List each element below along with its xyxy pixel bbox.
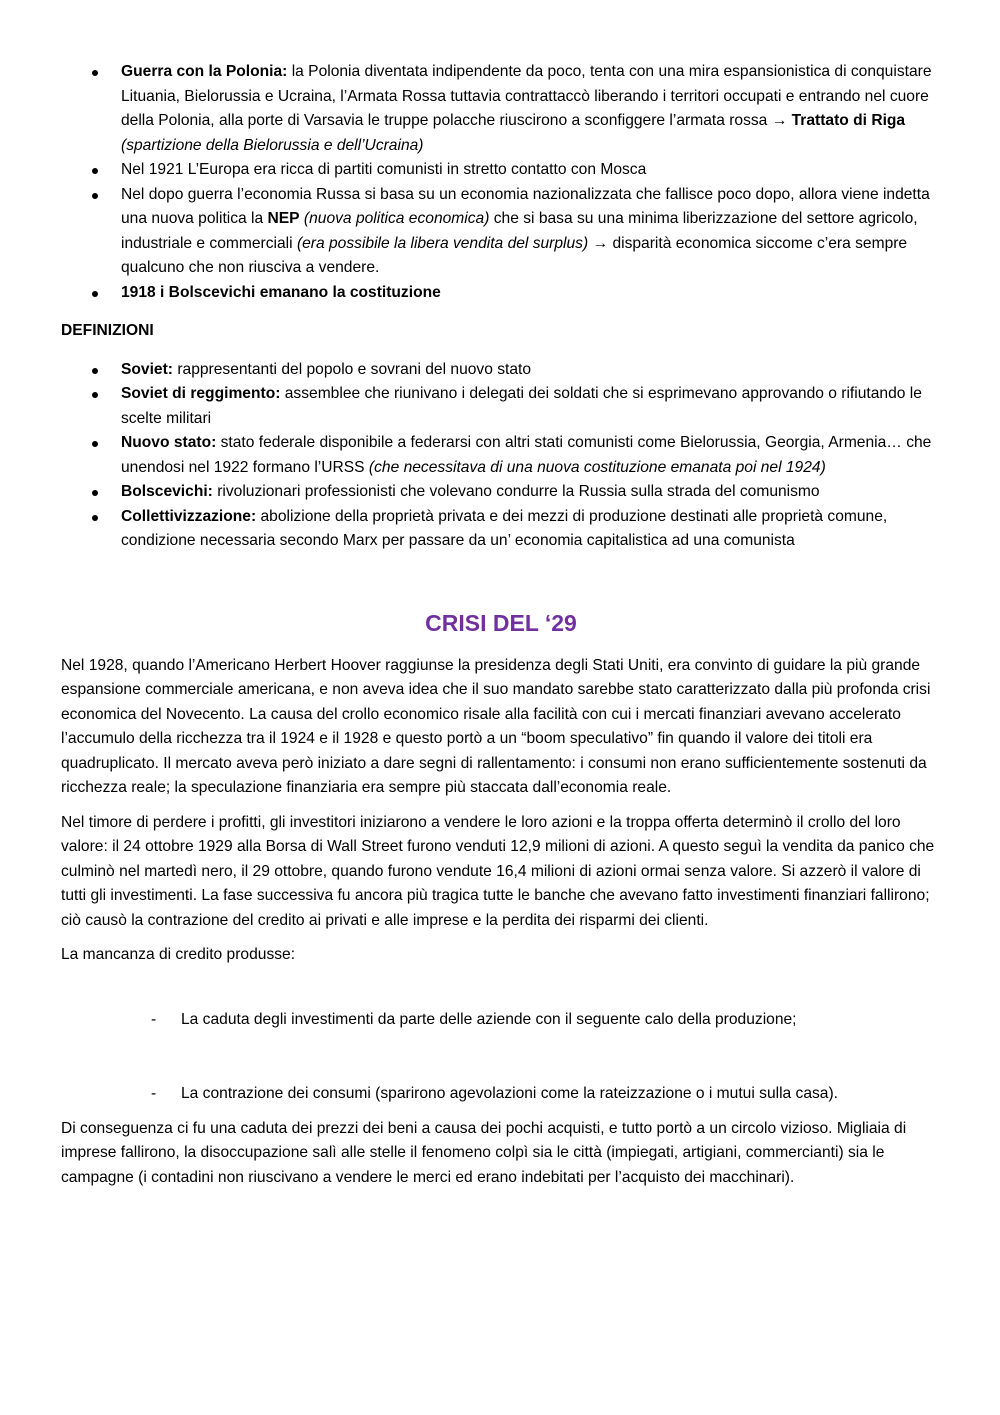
- top-bullet-list: [61, 60, 941, 305]
- list-item-bold: Trattato di Riga: [787, 112, 906, 129]
- list-item-bold: NEP: [267, 210, 300, 227]
- list-item-italic: (nuova politica economica): [299, 210, 490, 227]
- bullet-icon: [92, 70, 98, 76]
- definition-item: [61, 431, 941, 480]
- definition-term: Nuovo stato:: [121, 434, 217, 451]
- bullet-icon: [92, 168, 98, 174]
- paragraph: Nel 1928, quando l’Americano Herbert Hoover raggiunse la presidenza degli Stati Uniti, era convinto di guidare la più grande espansione commerciale americana, e non aveva idea che il suo mandato sarebbe stato caratterizzato dalla più profonda crisi economica del Novecento. La causa del crollo economico risale alla facilità con cui i mercati finanziari avevano accelerato l’accumulo della ricchezza tra il 1924 e il 1928 e questo portò a un “boom speculativo” fin quando il valore dei titoli era quadruplicato. Il mercato aveva però iniziato a dare segni di rallentamento: i consumi non erano sufficientemente sostenuti da ricchezza reale; la speculazione finanziaria era sempre più staccata dall’economia reale.: [61, 656, 931, 796]
- section-title: CRISI DEL ‘29: [425, 609, 577, 636]
- definition-text: rappresentanti del popolo e sovrani del nuovo stato: [173, 360, 532, 378]
- dash-icon: -: [151, 1010, 157, 1028]
- list-item-italic: (era possibile la libera vendita del surplus): [296, 234, 589, 252]
- list-item-text: Nel dopo guerra l’economia Russa si basa su un economia nazionalizzata che fallisce poco dopo, allora viene indetta una nuova politica la: [121, 185, 930, 227]
- paragraph: La mancanza di credito produsse:: [61, 946, 296, 963]
- definition-item: [61, 505, 941, 554]
- bullet-icon: [92, 291, 98, 297]
- document-page: [61, 60, 941, 1200]
- list-item-bold: 1918 i Bolscevichi emanano la costituzione: [121, 283, 441, 301]
- definition-term: Bolscevichi:: [121, 483, 213, 500]
- bullet-icon: [92, 441, 98, 447]
- paragraph: Nel timore di perdere i profitti, gli investitori iniziarono a vendere le loro azioni e la troppa offerta determinò il crollo del loro valore: il 24 ottobre 1929 alla Borsa di Wall Street furono venduti 12,9 milioni di azioni. A questo seguì la vendita da panico che culminò nel martedì nero, il 29 ottobre, quando furono vendute 16,4 milioni di azioni ormai senza valore. Si azzerò il valore di tutti gli investimenti. La fase successiva fu ancora più tragica tutte le banche che avevano fatto investimenti finanziari fallirono; ciò causò la contrazione del credito ai privati e alle imprese e la perdita dei risparmi dei clienti.: [61, 813, 935, 929]
- list-item-text: disparità economica siccome c’era sempre qualcuno che non riusciva a vendere.: [121, 234, 908, 276]
- definition-term: Collettivizzazione:: [121, 507, 257, 525]
- list-item-lead: Guerra con la Polonia:: [121, 63, 288, 80]
- definition-item: [61, 480, 941, 505]
- bullet-icon: [92, 392, 98, 398]
- definition-italic: (che necessitava di una nuova costituzione emanata poi nel 1924): [368, 458, 826, 476]
- definition-text: stato federale disponibile a federarsi con altri stati comunisti come Bielorussia, Georgia, Armenia… che unendosi nel 1922 formano l’URSS: [121, 434, 932, 476]
- bullet-icon: [92, 368, 98, 374]
- list-item: [61, 60, 941, 158]
- definition-text: rivoluzionari professionisti che volevano condurre la Russia sulla strada del comunismo: [212, 483, 820, 500]
- arrow-icon: →: [771, 112, 788, 129]
- dash-icon: -: [151, 1085, 157, 1102]
- definition-term: Soviet di reggimento:: [121, 385, 281, 402]
- bullet-icon: [92, 515, 98, 521]
- list-item: [61, 158, 941, 183]
- definitions-list: [61, 358, 941, 554]
- bullet-icon: [92, 193, 98, 199]
- dash-list: [61, 1008, 941, 1107]
- dash-list-text: La caduta degli investimenti da parte delle aziende con il seguente calo della produzione;: [181, 1010, 797, 1028]
- list-item: [61, 281, 941, 306]
- definition-text: assemblee che riunivano i delegati dei soldati che si esprimevano approvando o rifiutando le scelte militari: [121, 385, 922, 427]
- definitions-heading: DEFINIZIONI: [61, 322, 154, 339]
- list-item-italic: (spartizione della Bielorussia e dell’Ucraina): [121, 136, 424, 154]
- definition-text: abolizione della proprietà privata e dei mezzi di produzione destinati alle proprietà comune, condizione necessaria secondo Marx per passare da un’ economia capitalistica ad una comunista: [121, 507, 888, 549]
- list-item-text: che si basa su una minima liberizzazione del settore agricolo, industriale e commerciali: [121, 210, 918, 252]
- bullet-icon: [92, 490, 98, 496]
- list-item-text: Nel 1921 L’Europa era ricca di partiti comunisti in stretto contatto con Mosca: [121, 161, 647, 178]
- dash-list-item: [61, 1008, 941, 1033]
- dash-list-item: [61, 1082, 941, 1107]
- list-item: [61, 183, 941, 281]
- final-paragraph: Di conseguenza ci fu una caduta dei prezzi dei beni a causa dei pochi acquisti, e tutto portò a un circolo vizioso. Migliaia di imprese fallirono, la disoccupazione salì alle stelle il fenomeno colpì sia le città (impiegati, artigiani, commercianti) sia le campagne (i contadini non riuscivano a vendere le merci ed erano indebitati per l’acquisto dei macchinari).: [61, 1119, 907, 1186]
- dash-list-text: La contrazione dei consumi (sparirono agevolazioni come la rateizzazione o i mutui sulla casa).: [181, 1085, 839, 1102]
- definition-item: [61, 358, 941, 383]
- definition-item: [61, 382, 941, 431]
- list-item-text: la Polonia diventata indipendente da poco, tenta con una mira espansionistica di conquistare Lituania, Bielorussia e Ucraina, l’Armata Rossa tuttavia contrattaccò liberando i territori occupati e entrando nel cuore della Polonia, alla porte di Varsavia le truppe polacche riuscirono a sconfiggere l’armata rossa: [121, 63, 932, 129]
- definition-term: Soviet:: [121, 360, 173, 378]
- arrow-icon: →: [588, 234, 613, 252]
